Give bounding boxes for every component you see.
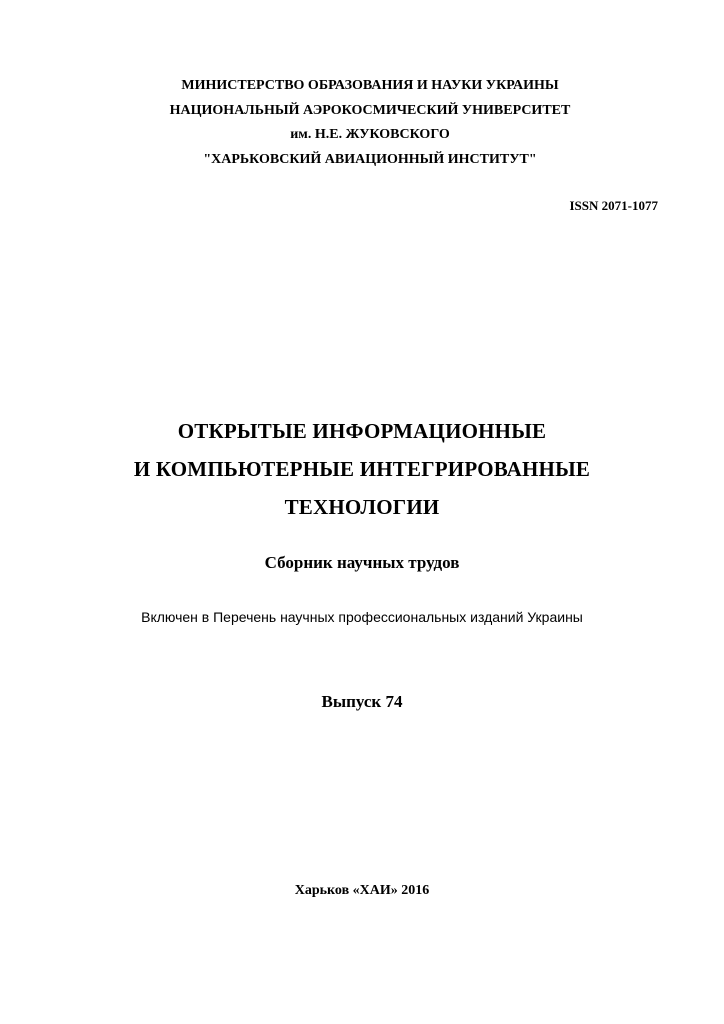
- named-after-heading: им. Н.Е. ЖУКОВСКОГО: [290, 127, 450, 142]
- collection-subtitle: Сборник научных трудов: [264, 553, 460, 572]
- listing-note: Включен в Перечень научных профессиональных изданий Украины: [141, 609, 583, 625]
- title-line-1: ОТКРЫТЫЕ ИНФОРМАЦИОННЫЕ: [177, 419, 547, 443]
- publisher-imprint: Харьков «ХАИ» 2016: [294, 883, 430, 898]
- university-heading: НАЦИОНАЛЬНЫЙ АЭРОКОСМИЧЕСКИЙ УНИВЕРСИТЕТ: [169, 103, 571, 118]
- issue-number: Выпуск 74: [321, 692, 403, 711]
- title-line-3: ТЕХНОЛОГИИ: [284, 495, 440, 519]
- ministry-heading: МИНИСТЕРСТВО ОБРАЗОВАНИЯ И НАУКИ УКРАИНЫ: [181, 78, 559, 93]
- issn-number: ISSN 2071-1077: [569, 198, 658, 213]
- institute-heading: "ХАРЬКОВСКИЙ АВИАЦИОННЫЙ ИНСТИТУТ": [203, 152, 537, 167]
- title-line-2: И КОМПЬЮТЕРНЫЕ ИНТЕГРИРОВАННЫЕ: [133, 457, 591, 481]
